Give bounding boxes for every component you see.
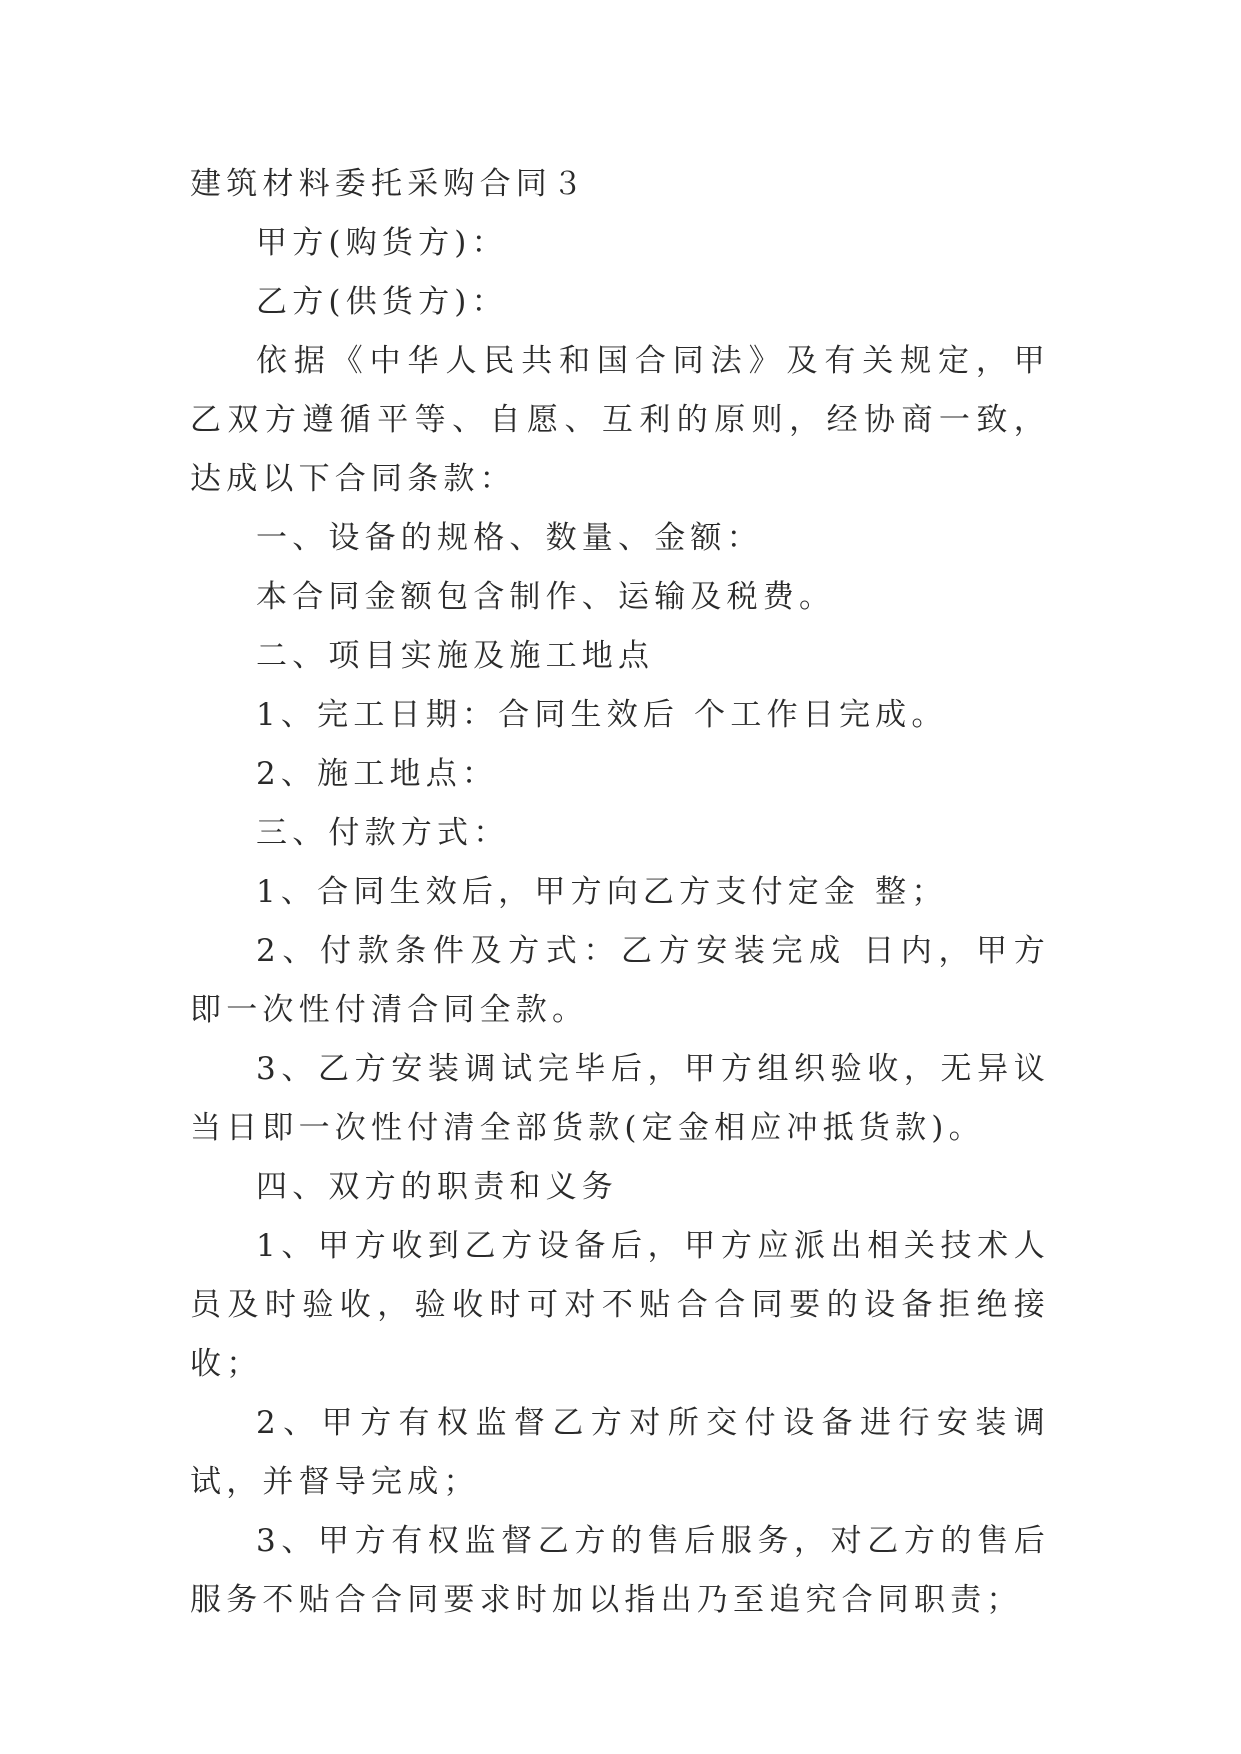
contract-paragraph: 1、完工日期：合同生效后 个工作日完成。 xyxy=(256,697,948,733)
document-body xyxy=(190,155,1050,1630)
contract-paragraph: 3、甲方有权监督乙方的售后服务，对乙方的售后服务不贴合合同要求时加以指出乃至追究合同职责； xyxy=(190,1523,1050,1618)
section-heading-3: 三、付款方式： xyxy=(256,815,510,851)
contract-paragraph: 3、乙方安装调试完毕后，甲方组织验收，无异议当日即一次性付清全部货款(定金相应冲抵货款)。 xyxy=(190,1051,1050,1146)
document-title: 建筑材料委托采购合同３ xyxy=(190,166,589,202)
contract-paragraph: 1、甲方收到乙方设备后，甲方应派出相关技术人员及时验收，验收时可对不贴合合同要的设备拒绝接收； xyxy=(190,1228,1050,1382)
contract-paragraph: 2、施工地点： xyxy=(256,756,499,792)
contract-paragraph: 2、甲方有权监督乙方对所交付设备进行安装调试，并督导完成； xyxy=(190,1405,1050,1500)
section-heading-4: 四、双方的职责和义务 xyxy=(256,1169,618,1205)
party-b-line: 乙方(供货方)： xyxy=(256,284,508,320)
section-heading-2: 二、项目实施及施工地点 xyxy=(256,638,655,674)
party-a-line: 甲方(购货方)： xyxy=(256,225,508,261)
section-heading-1: 一、设备的规格、数量、金额： xyxy=(256,520,763,556)
preamble-paragraph: 依据《中华人民共和国合同法》及有关规定，甲乙双方遵循平等、自愿、互利的原则，经协商一致，达成以下合同条款： xyxy=(190,343,1050,497)
contract-paragraph: 本合同金额包含制作、运输及税费。 xyxy=(256,579,836,615)
contract-paragraph: 2、付款条件及方式：乙方安装完成 日内，甲方即一次性付清合同全款。 xyxy=(190,933,1050,1028)
contract-paragraph: 1、合同生效后，甲方向乙方支付定金 整； xyxy=(256,874,948,910)
